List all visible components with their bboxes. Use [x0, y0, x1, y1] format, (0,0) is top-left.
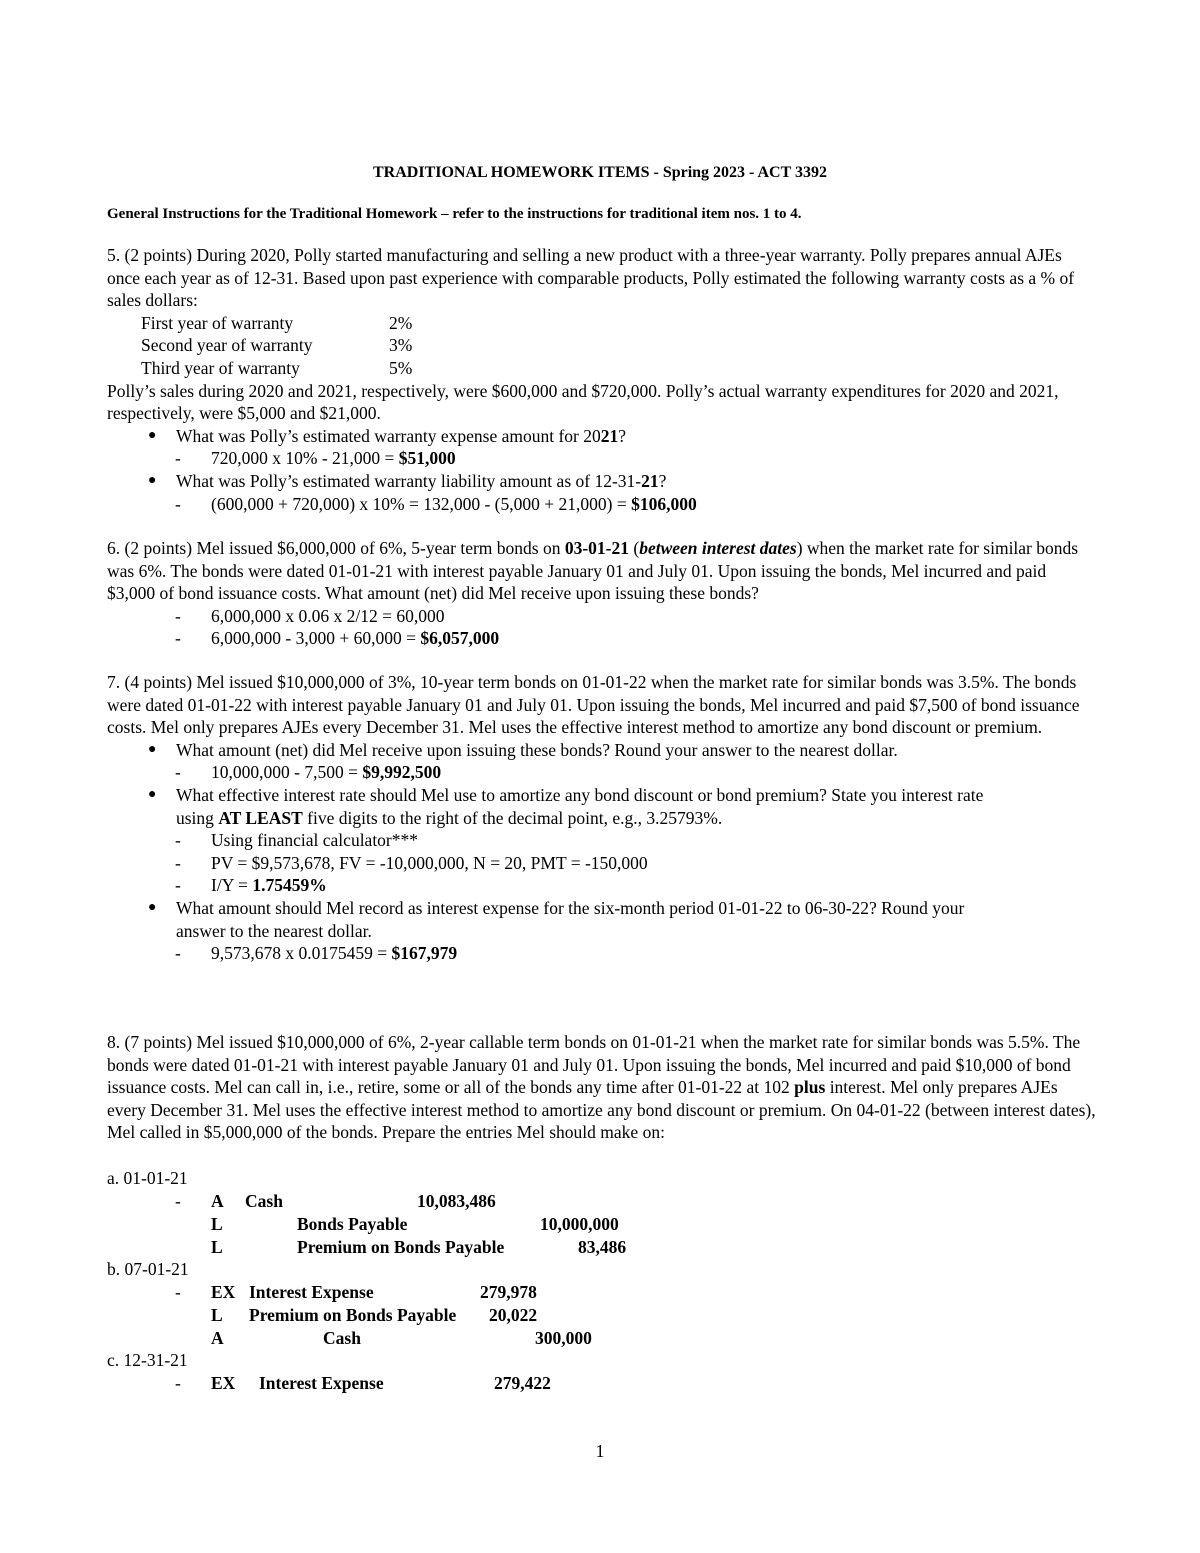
bullet-icon: ●	[148, 899, 157, 915]
question-6	[107, 537, 1097, 650]
answer-line: - 9,573,678 x 0.0175459 = $167,979	[175, 943, 458, 964]
bullet-continuation: answer to the nearest dollar.	[176, 920, 372, 941]
page-number: 1	[595, 1441, 605, 1461]
bullet-item: ● What was Polly’s estimated warranty expense amount for 2021?	[148, 425, 627, 446]
bullet-icon: ●	[148, 786, 157, 802]
entry-label: c. 12-31-21	[107, 1350, 188, 1370]
q5-intro: 5. (2 points) During 2020, Polly started manufacturing and selling a new product with a three-year warranty. Polly prepares annual AJEs once each year as of 12-31. Based upon past experience with comparable products, Polly estimated the following warranty costs as a % of sales dollars:	[107, 245, 1075, 311]
question-7	[107, 671, 1097, 965]
answer-line: - 720,000 x 10% - 21,000 = $51,000	[175, 448, 456, 469]
answer-line: - Using financial calculator***	[175, 830, 419, 851]
q7-intro: 7. (4 points) Mel issued $10,000,000 of 3%, 10-year term bonds on 01-01-22 when the market rate for similar bonds was 3.5%. The bonds were dated 01-01-22 with interest payable January 01 and July 01. Upon issuing the bonds, Mel incurred and paid $7,500 of bond issuance costs. Mel only prepares AJEs every December 31. Mel uses the effective interest method to amortize any bond discount or premium.	[107, 672, 1080, 738]
question-5	[107, 244, 1097, 515]
document-page: TRADITIONAL HOMEWORK ITEMS - Spring 2023 - ACT 3392 General Instructions for the Traditional Homework – refer to the instructions for traditional item nos. 1 to 4. 5. (2 points) During 2020, Polly started manufacturing and selling a new product with a three-year warranty. Polly prepares annual AJEs once each year as of 12-31. Based upon past experience with comparable products, Polly estimated the following warranty costs as a % of sales dollars: First year of warranty 2% Second year of warranty 3% Third year of warranty 5% Polly’s sales during 2020 and 2021, respectively, were $600,000 and $720,000. Polly’s actual warranty expenditures for 2020 and 2021, respectively, were $5,000 and $21,000. ● What was Polly’s estimated warranty expense amount for 2021? - 720,000 x 10% - 21,000 = $51,000 ● What was Polly’s estimated warranty liability amount as of 12-31-21? - (600,000 + 720,000) x 10% = 132,000 - (5,000 + 21,000) = $106,000 6. (2 points) Mel issued $6,000,000 of 6%, 5-year term bonds on 03-01-21 (between interest dates) when the market rate for similar bonds was 6%. The bonds were dated 01-01-21 with interest payable January 01 and July 01. Upon issuing the bonds, Mel incurred and paid $3,000 of bond issuance costs. What amount (net) did Mel receive upon issuing these bonds? - 6,000,000 x 0.06 x 2/12 = 60,000 - 6,000,000 - 3,000 + 60,000 = $6,057,000 7. (4 points) Mel issued $10,000,000 of 3%, 10-year term bonds on 01-01-22 when the market rate for similar bonds was 3.5%. The bonds were dated 01-01-22 with interest payable January 01 and July 01. Upon issuing the bonds, Mel incurred and paid $7,500 of bond issuance costs. Mel only prepares AJEs every December 31. Mel uses the effective interest method to amortize any bond discount or premium. ● What amount (net) did Mel receive upon issuing these bonds? Round your answer to the nearest dollar. - 10,000,000 - 7,500 = $9,992,500 ● What effective interest rate should Mel use to amortize any bond discount or bond premium? State you interest rate using AT LEAST five digits to the right of the decimal point, e.g., 3.25793%. - Using financial calculator*** - PV = $9,573,678, FV = -10,000,000, N = 20, PMT = -150,000 - I/Y = 1.75459% ● What amount should Mel record as interest expense for the six-month period 01-01-22 to 06-30-22? Round your answer to the nearest dollar. - 9,573,678 x 0.0175459 = $167,979 8. (7 points) Mel issued $10,000,000 of 6%, 2-year callable term bonds on 01-01-21 when the market rate for similar bonds was 5.5%. The bonds were dated 01-01-21 with interest payable January 01 and July 01. Upon issuing the bonds, Mel incurred and paid $10,000 of bond issuance costs. Mel can call in, i.e., retire, some or all of the bonds any time after 01-01-22 at 102 plus interest. Mel only prepares AJEs every December 31. Mel uses the effective interest method to amortize any bond discount or premium. On 04-01-22 (between interest dates), Mel called in $5,000,000 of the bonds. Prepare the entries Mel should make on: a. 01-01-21 - A Cash 10,083,486 L Bonds Payable 10,000,000 L Premium on Bonds Payable 83,486 b. 07-01-21 - EX Interest Expense 279,978 L Premium on Bonds Payable 20,022 A Cash 300,000 c. 12-31-21 - EX Interest Expense 279,422 1	[0, 0, 1200, 1553]
answer-line: - PV = $9,573,678, FV = -10,000,000, N = 20, PMT = -150,000	[175, 852, 648, 873]
entry-label: b. 07-01-21	[107, 1259, 189, 1279]
warranty-row: Second year of warranty 3%	[141, 335, 413, 356]
general-instructions: General Instructions for the Traditional Homework – refer to the instructions for traditional item nos. 1 to 4.	[107, 206, 802, 222]
answer-line: - I/Y = 1.75459%	[175, 875, 327, 896]
answer-line: - 6,000,000 - 3,000 + 60,000 = $6,057,000	[175, 628, 500, 649]
bullet-item: ● What amount (net) did Mel receive upon issuing these bonds? Round your answer to the nearest dollar.	[148, 739, 898, 760]
answer-line: - (600,000 + 720,000) x 10% = 132,000 - (5,000 + 21,000) = $106,000	[175, 493, 697, 514]
bullet-item: ● What amount should Mel record as interest expense for the six-month period 01-01-22 to 06-30-22? Round your	[148, 897, 965, 918]
page-title: TRADITIONAL HOMEWORK ITEMS - Spring 2023 - ACT 3392	[373, 164, 827, 181]
answer-line: - 10,000,000 - 7,500 = $9,992,500	[175, 762, 442, 783]
bullet-item: ● What was Polly’s estimated warranty liability amount as of 12-31-21?	[148, 470, 667, 491]
warranty-row: First year of warranty 2%	[141, 312, 413, 333]
entry-label: a. 01-01-21	[107, 1168, 188, 1188]
warranty-row: Third year of warranty 5%	[141, 357, 413, 378]
bullet-item: ● What effective interest rate should Mel use to amortize any bond discount or bond premium? State you interest rate	[148, 784, 984, 805]
q5-sales: Polly’s sales during 2020 and 2021, respectively, were $600,000 and $720,000. Polly’s actual warranty expenditures for 2020 and 2021, respectively, were $5,000 and $21,000.	[107, 380, 1059, 424]
bullet-icon: ●	[148, 741, 157, 757]
question-8	[107, 1031, 1097, 1144]
bullet-icon: ●	[148, 427, 157, 443]
q8-text: 8. (7 points) Mel issued $10,000,000 of 6%, 2-year callable term bonds on 01-01-21 when the market rate for similar bonds was 5.5%. The bonds were dated 01-01-21 with interest payable January 01 and July 01. Upon issuing the bonds, Mel incurred and paid $10,000 of bond issuance costs. Mel can call in, i.e., retire, some or all of the bonds any time after 01-01-22 at 102 plus interest. Mel only prepares AJEs every December 31. Mel uses the effective interest method to amortize any bond discount or premium. On 04-01-22 (between interest dates), Mel called in $5,000,000 of the bonds. Prepare the entries Mel should make on:	[107, 1032, 1096, 1143]
q6-text: 6. (2 points) Mel issued $6,000,000 of 6%, 5-year term bonds on 03-01-21 (between interest dates) when the market rate for similar bonds was 6%. The bonds were dated 01-01-21 with interest payable January 01 and July 01. Upon issuing the bonds, Mel incurred and paid $3,000 of bond issuance costs. What amount (net) did Mel receive upon issuing these bonds?	[107, 538, 1079, 604]
bullet-icon: ●	[148, 472, 157, 488]
answer-line: - 6,000,000 x 0.06 x 2/12 = 60,000	[175, 605, 445, 626]
bullet-continuation: using AT LEAST five digits to the right of the decimal point, e.g., 3.25793%.	[176, 807, 723, 828]
